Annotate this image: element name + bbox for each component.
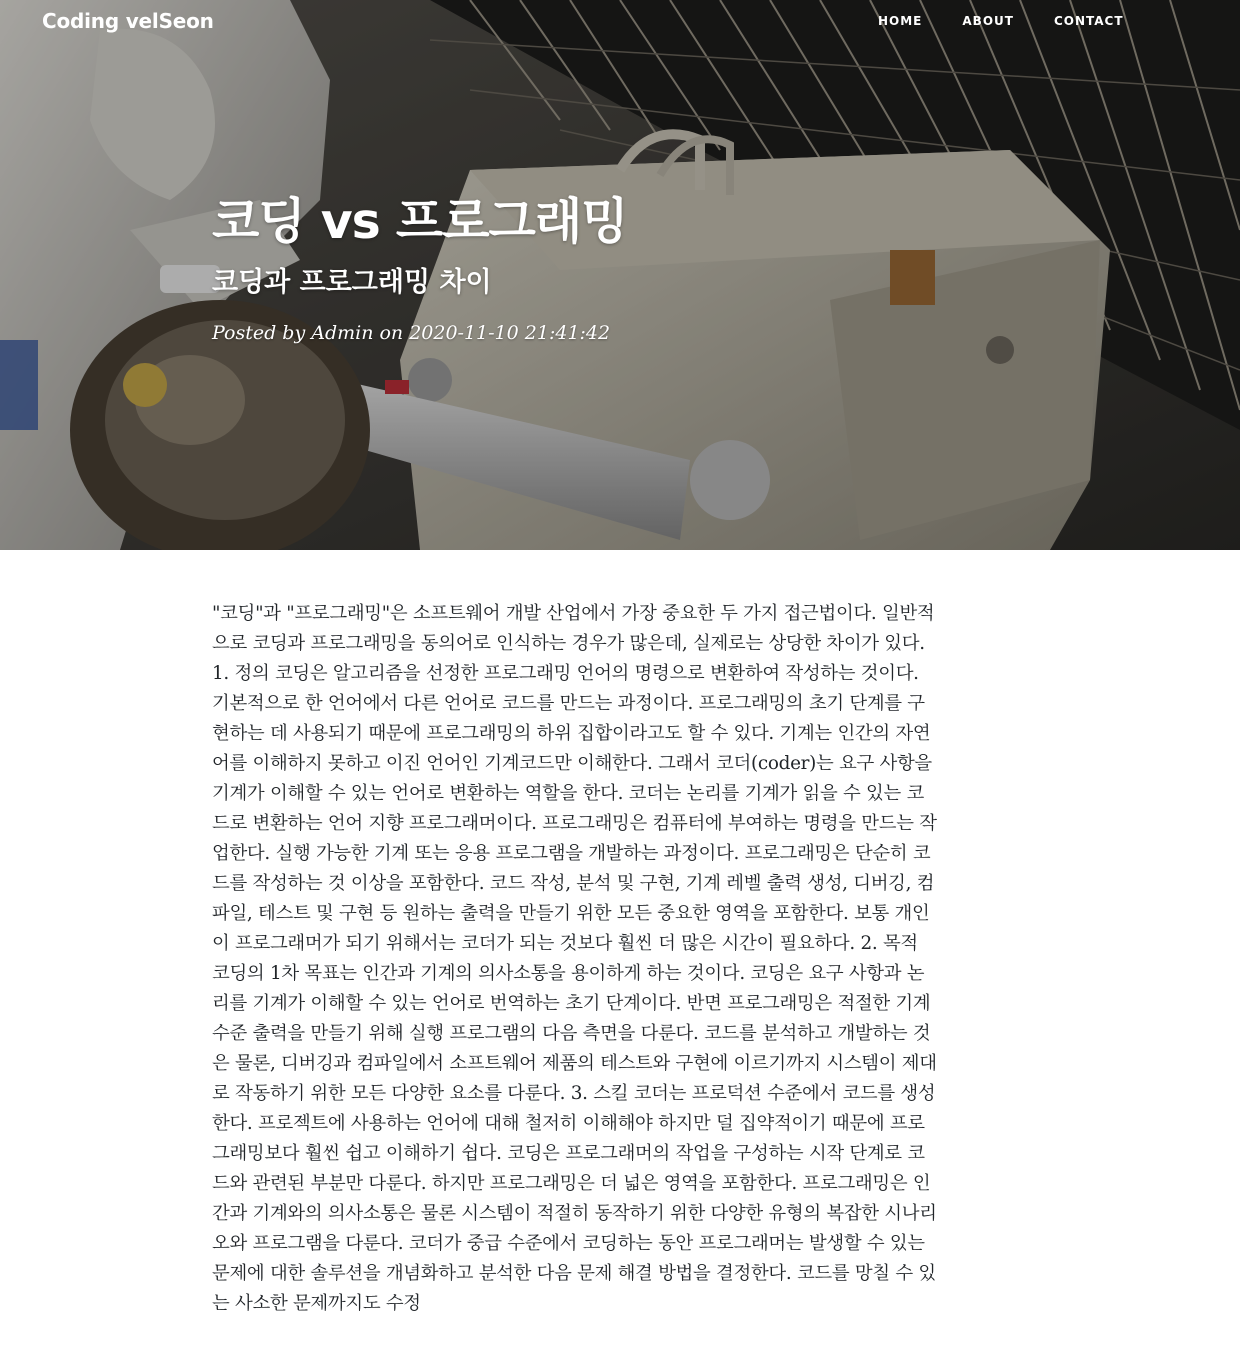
masthead bbox=[0, 0, 1240, 550]
post-title: 코딩 vs 프로그래밍 bbox=[212, 193, 628, 250]
nav-link-home[interactable]: HOME bbox=[878, 14, 923, 28]
navbar bbox=[0, 0, 1240, 46]
brand-link[interactable]: Coding velSeon bbox=[42, 9, 214, 33]
article-body: "코딩"과 "프로그래밍"은 소프트웨어 개발 산업에서 가장 중요한 두 가지 접근법이다. 일반적으로 코딩과 프로그래밍을 동의어로 인식하는 경우가 많은데, 실제로는 상당한 차이가 있다. 1. 정의 코딩은 알고리즘을 선정한 프로그래밍 언어의 명령으로 변환하여 작성하는 것이다. 기본적으로 한 언어에서 다른 언어로 코드를 만드는 과정이다. 프로그래밍의 초기 단계를 구현하는 데 사용되기 때문에 프로그래밍의 하위 집합이라고도 할 수 있다. 기계는 인간의 자연어를 이해하지 못하고 이진 언어인 기계코드만 이해한다. 그래서 코더(coder)는 요구 사항을 기계가 이해할 수 있는 언어로 변환하는 역할을 한다. 코더는 논리를 기계가 읽을 수 있는 코드로 변환하는 언어 지향 프로그래머이다. 프로그래밍은 컴퓨터에 부여하는 명령을 만드는 작업한다. 실행 가능한 기계 또는 응용 프로그램을 개발하는 과정이다. 프로그래밍은 단순히 코드를 작성하는 것 이상을 포함한다. 코드 작성, 분석 및 구현, 기계 레벨 출력 생성, 디버깅, 컴파일, 테스트 및 구현 등 원하는 출력을 만들기 위한 모든 중요한 영역을 포함한다. 보통 개인이 프로그래머가 되기 위해서는 코더가 되는 것보다 훨씬 더 많은 시간이 필요하다. 2. 목적 코딩의 1차 목표는 인간과 기계의 의사소통을 용이하게 하는 것이다. 코딩은 요구 사항과 논리를 기계가 이해할 수 있는 언어로 번역하는 초기 단계이다. 반면 프로그래밍은 적절한 기계 수준 출력을 만들기 위해 실행 프로그램의 다음 측면을 다룬다. 코드를 분석하고 개발하는 것은 물론, 디버깅과 컴파일에서 소프트웨어 제품의 테스트와 구현에 이르기까지 시스템이 제대로 작동하기 위한 모든 다양한 요소를 다룬다. 3. 스킬 코더는 프로덕션 수준에서 코드를 생성한다. 프로젝트에 사용하는 언어에 대해 철저히 이해해야 하지만 덜 집약적이기 때문에 프로그래밍보다 훨씬 쉽고 이해하기 쉽다. 코딩은 프로그래머의 작업을 구성하는 시작 단계로 코드와 관련된 부분만 다룬다. 하지만 프로그래밍은 더 넓은 영역을 포함한다. 프로그래밍은 인간과 기계와의 의사소통은 물론 시스템이 적절히 동작하기 위한 다양한 유형의 복잡한 시나리오와 프로그램을 다룬다. 코더가 중급 수준에서 코딩하는 동안 프로그래머는 발생할 수 있는 문제에 대한 솔루션을 개념화하고 분석한 다음 문제 해결 방법을 결정한다. 코드를 망칠 수 있는 사소한 문제까지도 수정 bbox=[212, 603, 937, 1314]
post-meta: Posted by Admin on 2020-11-10 21:41:42 bbox=[212, 322, 611, 344]
nav-link-about[interactable]: ABOUT bbox=[962, 14, 1014, 28]
nav-links bbox=[878, 14, 1164, 28]
post-heading bbox=[212, 190, 1012, 348]
nav-link-contact[interactable]: CONTACT bbox=[1053, 14, 1124, 28]
post-subtitle: 코딩과 프로그래밍 차이 bbox=[212, 267, 492, 298]
article bbox=[212, 599, 940, 1319]
